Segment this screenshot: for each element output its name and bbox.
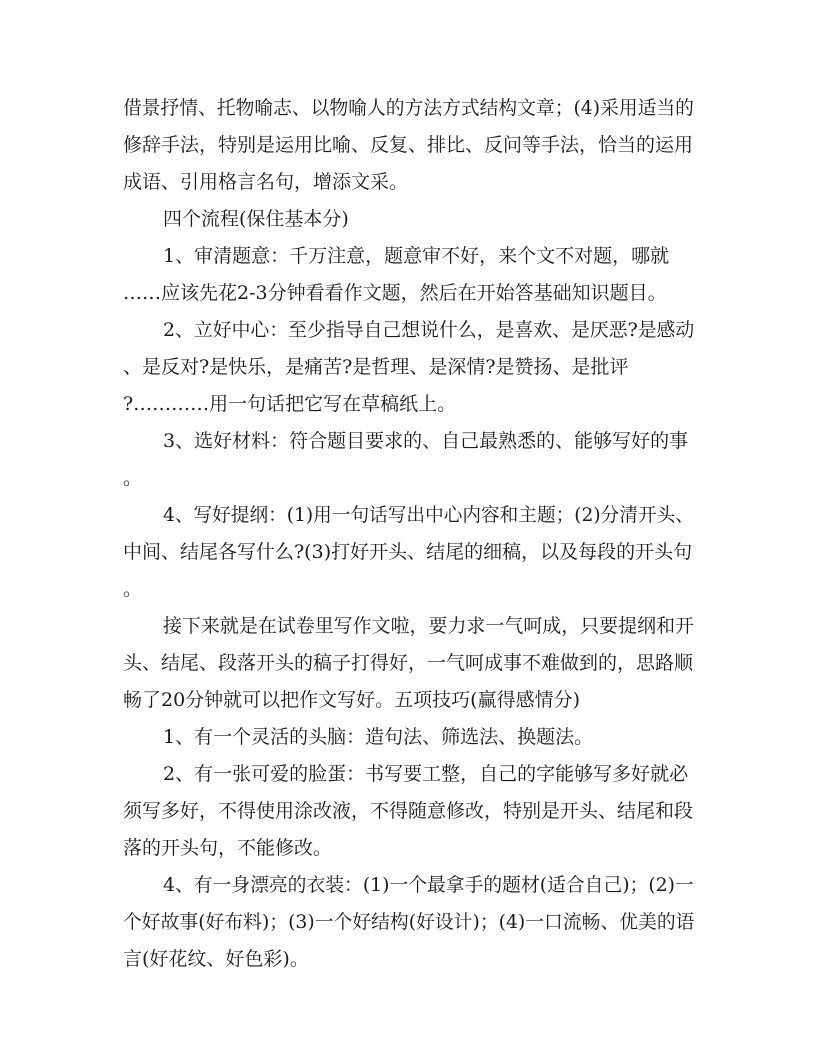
text-line: 1、有一个灵活的头脑：造句法、筛选法、换题法。	[163, 726, 594, 748]
text-line: 2、立好中心：至少指导自己想说什么，是喜欢、是厌恶?是感动	[163, 319, 695, 341]
text-line: 修辞手法，特别是运用比喻、反复、排比、反问等手法，恰当的运用	[123, 134, 694, 156]
text-line: 。	[123, 467, 143, 489]
text-line: 4、写好提纲：(1)用一句话写出中心内容和主题；(2)分清开头、	[163, 504, 694, 526]
text-line: 头、结尾、段落开头的稿子打得好，一气呵成事不难做到的，思路顺	[123, 652, 694, 674]
text-line: 3、选好材料：符合题目要求的、自己最熟悉的、能够写好的事	[163, 430, 689, 452]
text-line: 2、有一张可爱的脸蛋：书写要工整，自己的字能够写多好就必	[163, 763, 689, 785]
text-line: 借景抒情、托物喻志、以物喻人的方法方式结构文章；(4)采用适当的	[123, 97, 694, 119]
text-line: 、是反对?是快乐，是痛苦?是哲理、是深情?是赞扬、是批评	[123, 356, 629, 378]
text-line: 四个流程(保住基本分)	[163, 208, 349, 230]
text-line: 言(好花纹、好色彩)。	[123, 948, 309, 970]
text-line: 个好故事(好布料)；(3)一个好结构(好设计)；(4)一口流畅、优美的语	[123, 911, 695, 933]
text-line: 中间、结尾各写什么?(3)打好开头、结尾的细稿，以及每段的开头句	[123, 541, 693, 563]
text-line: 畅了20分钟就可以把作文写好。五项技巧(赢得感情分)	[123, 689, 581, 711]
text-line: 落的开头句，不能修改。	[123, 837, 333, 859]
text-line: ……应该先花2-3分钟看看作文题，然后在开始答基础知识题目。	[123, 282, 667, 304]
text-line: 4、有一身漂亮的衣装：(1)一个最拿手的题材(适合自己)；(2)一	[163, 874, 694, 896]
text-line: ?…………用一句话把它写在草稿纸上。	[123, 393, 457, 415]
text-line: 1、审清题意：千万注意，题意审不好，来个文不对题，哪就	[163, 245, 670, 267]
text-line: 须写多好，不得使用涂改液，不得随意修改，特别是开头、结尾和段	[123, 800, 694, 822]
text-line: 接下来就是在试卷里写作文啦，要力求一气呵成，只要提纲和开	[163, 615, 695, 637]
text-line: 成语、引用格言名句，增添文采。	[123, 171, 409, 193]
text-line: 。	[123, 578, 143, 600]
